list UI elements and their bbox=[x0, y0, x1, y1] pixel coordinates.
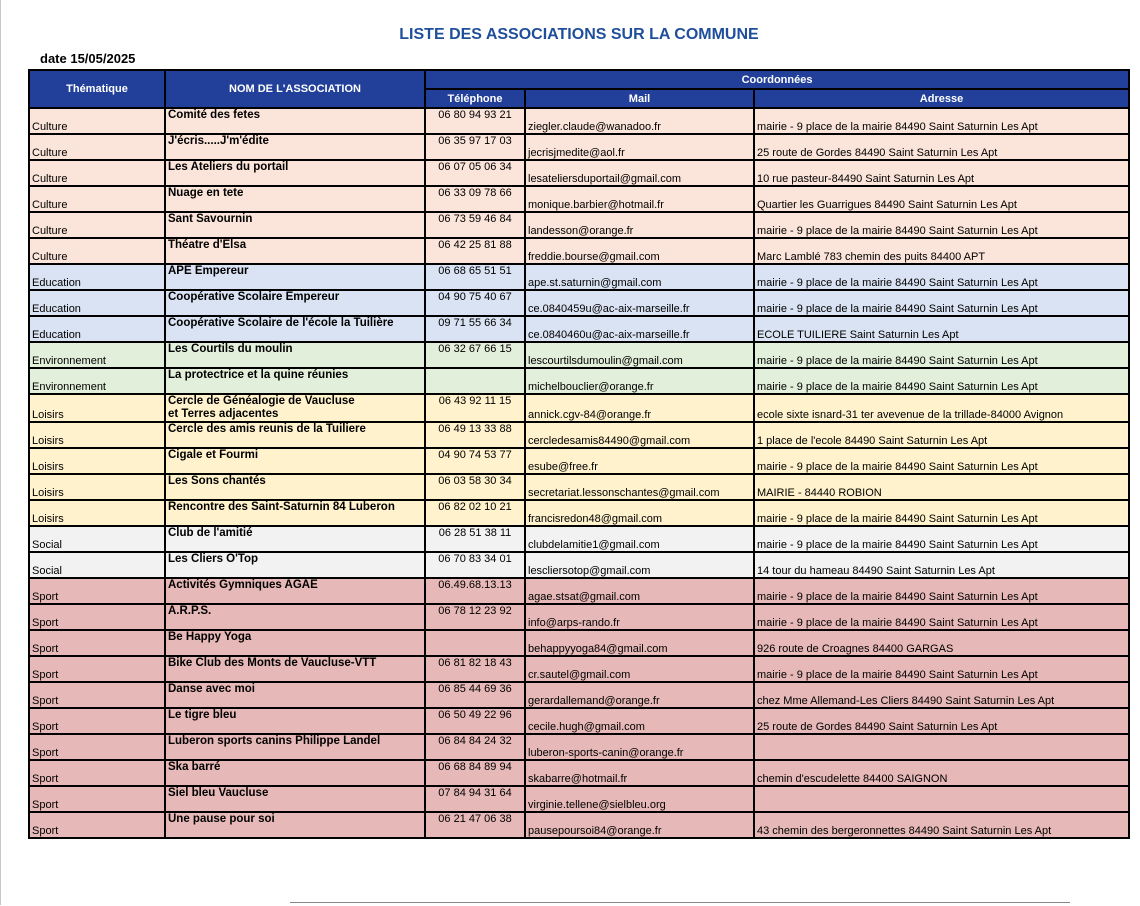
theme-cell: Sport bbox=[29, 630, 165, 656]
table-row bbox=[29, 786, 1129, 812]
mail-cell: gerardallemand@orange.fr bbox=[525, 682, 754, 708]
theme-cell: Sport bbox=[29, 760, 165, 786]
theme-cell: Environnement bbox=[29, 368, 165, 394]
association-name-cell: Théatre d'Elsa bbox=[165, 238, 425, 264]
table-row bbox=[29, 212, 1129, 238]
telephone-cell: 06 84 84 24 32 bbox=[425, 734, 525, 760]
association-name-cell: Coopérative Scolaire de l'école la Tuilière bbox=[165, 316, 425, 342]
association-name-cell: Nuage en tete bbox=[165, 186, 425, 212]
address-cell: mairie - 9 place de la mairie 84490 Saint Saturnin Les Apt bbox=[754, 264, 1129, 290]
address-cell: mairie - 9 place de la mairie 84490 Saint Saturnin Les Apt bbox=[754, 212, 1129, 238]
mail-cell: clubdelamitie1@gmail.com bbox=[525, 526, 754, 552]
address-cell: Marc Lamblé 783 chemin des puits 84400 APT bbox=[754, 238, 1129, 264]
address-cell: mairie - 9 place de la mairie 84490 Saint Saturnin Les Apt bbox=[754, 368, 1129, 394]
association-name-cell: La protectrice et la quine réunies bbox=[165, 368, 425, 394]
telephone-cell: 06 32 67 66 15 bbox=[425, 342, 525, 368]
theme-cell: Loisirs bbox=[29, 500, 165, 526]
table-row bbox=[29, 290, 1129, 316]
address-cell: 926 route de Croagnes 84400 GARGAS bbox=[754, 630, 1129, 656]
page-title: LISTE DES ASSOCIATIONS SUR LA COMMUNE bbox=[399, 26, 759, 43]
theme-cell: Loisirs bbox=[29, 474, 165, 500]
theme-cell: Culture bbox=[29, 134, 165, 160]
address-cell: chemin d'escudelette 84400 SAIGNON bbox=[754, 760, 1129, 786]
address-cell: Quartier les Guarrigues 84490 Saint Saturnin Les Apt bbox=[754, 186, 1129, 212]
mail-cell: luberon-sports-canin@orange.fr bbox=[525, 734, 754, 760]
address-cell: ecole sixte isnard-31 ter avevenue de la trillade-84000 Avignon bbox=[754, 394, 1129, 422]
mail-cell: lescliersotop@gmail.com bbox=[525, 552, 754, 578]
association-name-cell: Les Ateliers du portail bbox=[165, 160, 425, 186]
address-cell bbox=[754, 734, 1129, 760]
address-cell bbox=[754, 786, 1129, 812]
mail-cell: ce.0840460u@ac-aix-marseille.fr bbox=[525, 316, 754, 342]
telephone-cell: 06 68 84 89 94 bbox=[425, 760, 525, 786]
theme-cell: Culture bbox=[29, 108, 165, 134]
association-name-cell: Rencontre des Saint-Saturnin 84 Luberon bbox=[165, 500, 425, 526]
mail-cell: pausepoursoi84@orange.fr bbox=[525, 812, 754, 838]
header-coordonnees: Coordonnées bbox=[425, 70, 1129, 89]
telephone-cell: 04 90 75 40 67 bbox=[425, 290, 525, 316]
association-name-cell: APE Empereur bbox=[165, 264, 425, 290]
address-cell: mairie - 9 place de la mairie 84490 Saint Saturnin Les Apt bbox=[754, 578, 1129, 604]
table-row bbox=[29, 500, 1129, 526]
mail-cell: virginie.tellene@sielbleu.org bbox=[525, 786, 754, 812]
date-label: date 15/05/2025 bbox=[40, 51, 136, 66]
table-row bbox=[29, 134, 1129, 160]
theme-cell: Sport bbox=[29, 812, 165, 838]
theme-cell: Education bbox=[29, 264, 165, 290]
theme-cell: Social bbox=[29, 526, 165, 552]
mail-cell: ziegler.claude@wanadoo.fr bbox=[525, 108, 754, 134]
table-row bbox=[29, 760, 1129, 786]
telephone-cell: 06.49.68.13.13 bbox=[425, 578, 525, 604]
association-name-cell: Cercle de Généalogie de Vaucluse et Terres adjacentes bbox=[165, 394, 425, 422]
header-thematique: Thématique bbox=[29, 70, 165, 108]
theme-cell: Culture bbox=[29, 238, 165, 264]
theme-cell: Sport bbox=[29, 578, 165, 604]
association-name-cell: Les Cliers O'Top bbox=[165, 552, 425, 578]
telephone-cell: 06 49 13 33 88 bbox=[425, 422, 525, 448]
mail-cell: secretariat.lessonschantes@gmail.com bbox=[525, 474, 754, 500]
mail-cell: info@arps-rando.fr bbox=[525, 604, 754, 630]
table-row bbox=[29, 630, 1129, 656]
telephone-cell: 06 73 59 46 84 bbox=[425, 212, 525, 238]
address-cell: mairie - 9 place de la mairie 84490 Saint Saturnin Les Apt bbox=[754, 604, 1129, 630]
table-body bbox=[29, 108, 1129, 838]
mail-cell: lesateliersduportail@gmail.com bbox=[525, 160, 754, 186]
telephone-cell: 06 28 51 38 11 bbox=[425, 526, 525, 552]
mail-cell: monique.barbier@hotmail.fr bbox=[525, 186, 754, 212]
header-adresse: Adresse bbox=[754, 89, 1129, 108]
address-cell: MAIRIE - 84440 ROBION bbox=[754, 474, 1129, 500]
association-name-cell: Les Courtils du moulin bbox=[165, 342, 425, 368]
table-row bbox=[29, 316, 1129, 342]
association-name-cell: J'écris.....J'm'édite bbox=[165, 134, 425, 160]
theme-cell: Sport bbox=[29, 604, 165, 630]
address-cell: 25 route de Gordes 84490 Saint Saturnin Les Apt bbox=[754, 134, 1129, 160]
telephone-cell: 06 07 05 06 34 bbox=[425, 160, 525, 186]
address-cell: 43 chemin des bergeronnettes 84490 Saint Saturnin Les Apt bbox=[754, 812, 1129, 838]
mail-cell: annick.cgv-84@orange.fr bbox=[525, 394, 754, 422]
mail-cell: cr.sautel@gmail.com bbox=[525, 656, 754, 682]
theme-cell: Culture bbox=[29, 160, 165, 186]
telephone-cell: 07 84 94 31 64 bbox=[425, 786, 525, 812]
address-cell: mairie - 9 place de la mairie 84490 Saint Saturnin Les Apt bbox=[754, 108, 1129, 134]
header-mail: Mail bbox=[525, 89, 754, 108]
address-cell: mairie - 9 place de la mairie 84490 Saint Saturnin Les Apt bbox=[754, 342, 1129, 368]
association-name-cell: Activités Gymniques AGAE bbox=[165, 578, 425, 604]
mail-cell: landesson@orange.fr bbox=[525, 212, 754, 238]
association-name-cell: Bike Club des Monts de Vaucluse-VTT bbox=[165, 656, 425, 682]
telephone-cell: 06 85 44 69 36 bbox=[425, 682, 525, 708]
theme-cell: Culture bbox=[29, 212, 165, 238]
address-cell: ECOLE TUILIERE Saint Saturnin Les Apt bbox=[754, 316, 1129, 342]
theme-cell: Loisirs bbox=[29, 394, 165, 422]
table-row bbox=[29, 656, 1129, 682]
mail-cell: michelbouclier@orange.fr bbox=[525, 368, 754, 394]
telephone-cell: 06 42 25 81 88 bbox=[425, 238, 525, 264]
telephone-cell: 06 33 09 78 66 bbox=[425, 186, 525, 212]
table-row bbox=[29, 604, 1129, 630]
table-row bbox=[29, 682, 1129, 708]
telephone-cell: 06 82 02 10 21 bbox=[425, 500, 525, 526]
theme-cell: Loisirs bbox=[29, 448, 165, 474]
mail-cell: freddie.bourse@gmail.com bbox=[525, 238, 754, 264]
association-name-cell: Comité des fetes bbox=[165, 108, 425, 134]
telephone-cell: 06 68 65 51 51 bbox=[425, 264, 525, 290]
table-row bbox=[29, 552, 1129, 578]
telephone-cell: 06 35 97 17 03 bbox=[425, 134, 525, 160]
theme-cell: Loisirs bbox=[29, 422, 165, 448]
telephone-cell: 09 71 55 66 34 bbox=[425, 316, 525, 342]
table-row bbox=[29, 526, 1129, 552]
association-name-cell: Sant Savournin bbox=[165, 212, 425, 238]
table-row bbox=[29, 394, 1129, 422]
address-cell: mairie - 9 place de la mairie 84490 Saint Saturnin Les Apt bbox=[754, 448, 1129, 474]
telephone-cell: 06 50 49 22 96 bbox=[425, 708, 525, 734]
theme-cell: Sport bbox=[29, 734, 165, 760]
table-row bbox=[29, 368, 1129, 394]
address-cell: 14 tour du hameau 84490 Saint Saturnin Les Apt bbox=[754, 552, 1129, 578]
address-cell: 25 route de Gordes 84490 Saint Saturnin Les Apt bbox=[754, 708, 1129, 734]
table-row bbox=[29, 812, 1129, 838]
table-row bbox=[29, 342, 1129, 368]
table-row bbox=[29, 578, 1129, 604]
address-cell: mairie - 9 place de la mairie 84490 Saint Saturnin Les Apt bbox=[754, 290, 1129, 316]
table-row bbox=[29, 160, 1129, 186]
telephone-cell: 06 78 12 23 92 bbox=[425, 604, 525, 630]
address-cell: mairie - 9 place de la mairie 84490 Saint Saturnin Les Apt bbox=[754, 526, 1129, 552]
table-row bbox=[29, 186, 1129, 212]
association-name-cell: Les Sons chantés bbox=[165, 474, 425, 500]
theme-cell: Culture bbox=[29, 186, 165, 212]
table-row bbox=[29, 238, 1129, 264]
mail-cell: skabarre@hotmail.fr bbox=[525, 760, 754, 786]
theme-cell: Sport bbox=[29, 708, 165, 734]
mail-cell: francisredon48@gmail.com bbox=[525, 500, 754, 526]
telephone-cell: 06 43 92 11 15 bbox=[425, 394, 525, 422]
theme-cell: Sport bbox=[29, 786, 165, 812]
telephone-cell: 04 90 74 53 77 bbox=[425, 448, 525, 474]
theme-cell: Sport bbox=[29, 682, 165, 708]
association-name-cell: Siel bleu Vaucluse bbox=[165, 786, 425, 812]
telephone-cell bbox=[425, 630, 525, 656]
theme-cell: Sport bbox=[29, 656, 165, 682]
address-cell: 10 rue pasteur-84490 Saint Saturnin Les Apt bbox=[754, 160, 1129, 186]
association-name-cell: Danse avec moi bbox=[165, 682, 425, 708]
associations-table bbox=[28, 69, 1130, 839]
mail-cell: cercledesamis84490@gmail.com bbox=[525, 422, 754, 448]
telephone-cell: 06 70 83 34 01 bbox=[425, 552, 525, 578]
association-name-cell: Cigale et Fourmi bbox=[165, 448, 425, 474]
mail-cell: lescourtilsdumoulin@gmail.com bbox=[525, 342, 754, 368]
telephone-cell: 06 81 82 18 43 bbox=[425, 656, 525, 682]
telephone-cell: 06 03 58 30 34 bbox=[425, 474, 525, 500]
table-row bbox=[29, 448, 1129, 474]
header-telephone: Téléphone bbox=[425, 89, 525, 108]
telephone-cell: 06 80 94 93 21 bbox=[425, 108, 525, 134]
association-name-cell: Cercle des amis reunis de la Tuiliere bbox=[165, 422, 425, 448]
mail-cell: jecrisjmedite@aol.fr bbox=[525, 134, 754, 160]
association-name-cell: Club de l'amitié bbox=[165, 526, 425, 552]
table-row bbox=[29, 734, 1129, 760]
mail-cell: ape.st.saturnin@gmail.com bbox=[525, 264, 754, 290]
address-cell: mairie - 9 place de la mairie 84490 Saint Saturnin Les Apt bbox=[754, 656, 1129, 682]
table-row bbox=[29, 264, 1129, 290]
association-name-cell: Le tigre bleu bbox=[165, 708, 425, 734]
association-name-cell: Ska barré bbox=[165, 760, 425, 786]
mail-cell: esube@free.fr bbox=[525, 448, 754, 474]
telephone-cell: 06 21 47 06 38 bbox=[425, 812, 525, 838]
address-cell: 1 place de l'ecole 84490 Saint Saturnin Les Apt bbox=[754, 422, 1129, 448]
association-name-cell: Luberon sports canins Philippe Landel bbox=[165, 734, 425, 760]
header-nom: NOM DE L'ASSOCIATION bbox=[165, 70, 425, 108]
mail-cell: ce.0840459u@ac-aix-marseille.fr bbox=[525, 290, 754, 316]
mail-cell: behappyyoga84@gmail.com bbox=[525, 630, 754, 656]
table-row bbox=[29, 708, 1129, 734]
association-name-cell: Une pause pour soi bbox=[165, 812, 425, 838]
association-name-cell: Be Happy Yoga bbox=[165, 630, 425, 656]
mail-cell: cecile.hugh@gmail.com bbox=[525, 708, 754, 734]
theme-cell: Education bbox=[29, 316, 165, 342]
mail-cell: agae.stsat@gmail.com bbox=[525, 578, 754, 604]
address-cell: mairie - 9 place de la mairie 84490 Saint Saturnin Les Apt bbox=[754, 500, 1129, 526]
association-name-cell: A.R.P.S. bbox=[165, 604, 425, 630]
table-row bbox=[29, 108, 1129, 134]
table-row bbox=[29, 422, 1129, 448]
page-edge bbox=[0, 0, 1, 905]
telephone-cell bbox=[425, 368, 525, 394]
theme-cell: Education bbox=[29, 290, 165, 316]
address-cell: chez Mme Allemand-Les Cliers 84490 Saint Saturnin Les Apt bbox=[754, 682, 1129, 708]
theme-cell: Social bbox=[29, 552, 165, 578]
theme-cell: Environnement bbox=[29, 342, 165, 368]
association-name-cell: Coopérative Scolaire Empereur bbox=[165, 290, 425, 316]
scroll-edge bbox=[290, 902, 1070, 906]
table-row bbox=[29, 474, 1129, 500]
